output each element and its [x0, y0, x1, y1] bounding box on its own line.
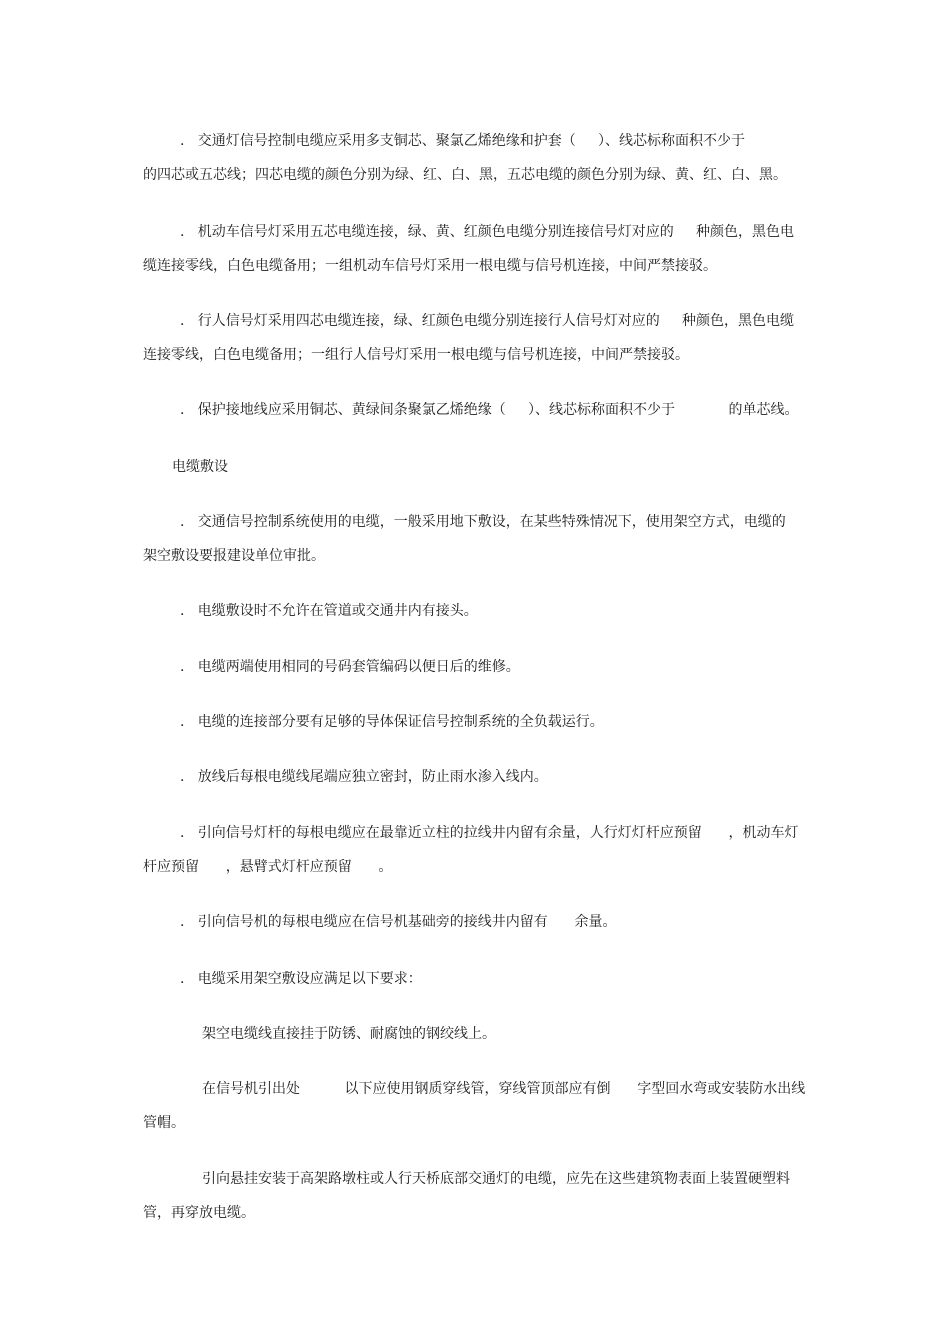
text-line: . 保护接地线应采用铜芯、黄绿间条聚氯乙烯绝缘（ ）、线芯标称面积不少于 的单芯线。: [180, 402, 799, 418]
text-line: . 引向信号灯杆的每根电缆应在最靠近立柱的拉线井内留有余量，人行灯灯杆应预留 ，机动车灯: [180, 825, 799, 841]
text-line: 引向悬挂安装于高架路墩柱或人行天桥底部交通灯的电缆，应先在这些建筑物表面上装置硬塑料: [202, 1171, 790, 1187]
section-heading: 电缆敷设: [172, 459, 228, 475]
text-line: 管帽。: [143, 1115, 185, 1131]
text-line: . 机动车信号灯采用五芯电缆连接，绿、黄、红颜色电缆分别连接信号灯对应的 种颜色，黑色电: [180, 224, 795, 240]
text-line: . 交通信号控制系统使用的电缆，一般采用地下敷设，在某些特殊情况下，使用架空方式，电缆的: [180, 514, 786, 530]
text-line: . 交通灯信号控制电缆应采用多支铜芯、聚氯乙烯绝缘和护套（ ）、线芯标称面积不少于: [180, 133, 746, 149]
text-line: . 放线后每根电缆线尾端应独立密封，防止雨水渗入线内。: [180, 769, 548, 785]
text-line: . 电缆敷设时不允许在管道或交通井内有接头。: [180, 603, 478, 619]
text-line: 架空电缆线直接挂于防锈、耐腐蚀的钢绞线上。: [202, 1026, 496, 1042]
text-line: . 引向信号机的每根电缆应在信号机基础旁的接线井内留有 余量。: [180, 914, 617, 930]
text-line: 的四芯或五芯线；四芯电缆的颜色分别为绿、红、白、黑，五芯电缆的颜色分别为绿、黄、红、白、黑。: [143, 167, 787, 183]
text-line: . 行人信号灯采用四芯电缆连接，绿、红颜色电缆分别连接行人信号灯对应的 种颜色，黑色电缆: [180, 313, 795, 329]
text-line: 架空敷设要报建设单位审批。: [143, 548, 325, 564]
text-line: . 电缆两端使用相同的号码套管编码以便日后的维修。: [180, 659, 520, 675]
text-line: . 电缆采用架空敷设应满足以下要求：: [180, 971, 422, 987]
text-line: 缆连接零线，白色电缆备用；一组机动车信号灯采用一根电缆与信号机连接，中间严禁接驳。: [143, 258, 717, 274]
text-line: 在信号机引出处 以下应使用钢质穿线管，穿线管顶部应有倒 字型回水弯或安装防水出线: [202, 1081, 806, 1097]
text-line: 管，再穿放电缆。: [143, 1205, 255, 1221]
text-line: . 电缆的连接部分要有足够的导体保证信号控制系统的全负载运行。: [180, 714, 604, 730]
text-line: 杆应预留 ，悬臂式灯杆应预留 。: [143, 859, 393, 875]
text-line: 连接零线，白色电缆备用；一组行人信号灯采用一根电缆与信号机连接，中间严禁接驳。: [143, 347, 689, 363]
